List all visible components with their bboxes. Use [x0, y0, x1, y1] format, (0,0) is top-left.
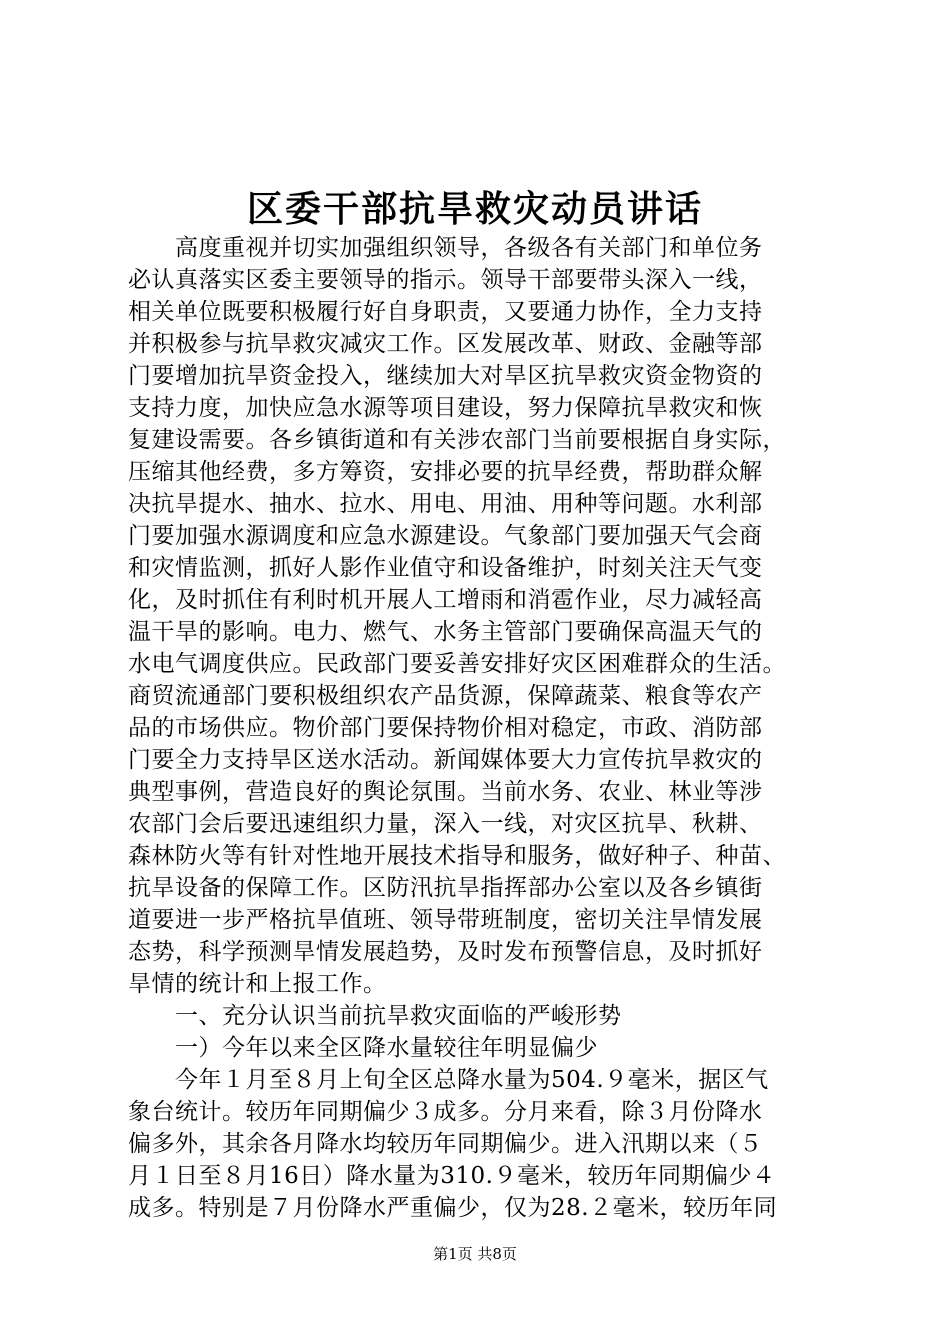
body-line: 决抗旱提水、抽水、拉水、用电、用油、用种等问题。水利部	[128, 491, 763, 517]
body-line: 道要进一步严格抗旱值班、领导带班制度，密切关注旱情发展	[128, 907, 763, 933]
document-title: 区委干部抗旱救灾动员讲话	[246, 188, 703, 230]
body-line: 一、充分认识当前抗旱救灾面临的严峻形势	[128, 1003, 622, 1029]
body-line: 商贸流通部门要积极组织农产品货源，保障蔬菜、粮食等农产	[128, 683, 763, 709]
body-line: 一）今年以来全区降水量较往年明显偏少	[128, 1035, 598, 1061]
body-line: 成多。特别是７月份降水严重偏少，仅为28.２毫米，较历年同	[128, 1195, 778, 1221]
document-body	[128, 232, 828, 1224]
body-line: 门要加强水源调度和应急水源建设。气象部门要加强天气会商	[128, 523, 763, 549]
body-line: 压缩其他经费，多方筹资，安排必要的抗旱经费，帮助群众解	[128, 459, 763, 485]
body-line: 化，及时抓住有利时机开展人工增雨和消雹作业，尽力减轻高	[128, 587, 763, 613]
body-line: 森林防火等有针对性地开展技术指导和服务，做好种子、种苗、	[128, 843, 786, 869]
body-line: 支持力度，加快应急水源等项目建设，努力保障抗旱救灾和恢	[128, 395, 763, 421]
body-line: 旱情的统计和上报工作。	[128, 971, 387, 997]
body-line: 复建设需要。各乡镇街道和有关涉农部门当前要根据自身实际，	[128, 427, 786, 453]
body-line: 月１日至８月16日）降水量为310.９毫米，较历年同期偏少４	[128, 1163, 776, 1189]
body-line: 并积极参与抗旱救灾减灾工作。区发展改革、财政、金融等部	[128, 331, 763, 357]
body-line: 门要全力支持旱区送水活动。新闻媒体要大力宣传抗旱救灾的	[128, 747, 763, 773]
body-line: 必认真落实区委主要领导的指示。领导干部要带头深入一线，	[128, 267, 763, 293]
body-line: 高度重视并切实加强组织领导，各级各有关部门和单位务	[128, 235, 763, 261]
body-line: 象台统计。较历年同期偏少３成多。分月来看，除３月份降水	[128, 1099, 763, 1125]
body-line: 典型事例，营造良好的舆论氛围。当前水务、农业、林业等涉	[128, 779, 763, 805]
page-footer: 第1页 共8页	[433, 1245, 517, 1263]
body-line: 水电气调度供应。民政部门要妥善安排好灾区困难群众的生活。	[128, 651, 786, 677]
body-line: 相关单位既要积极履行好自身职责，又要通力协作，全力支持	[128, 299, 763, 325]
body-line: 和灾情监测，抓好人影作业值守和设备维护，时刻关注天气变	[128, 555, 763, 581]
body-line: 偏多外，其余各月降水均较历年同期偏少。进入汛期以来（５	[128, 1131, 763, 1157]
body-line: 今年１月至８月上旬全区总降水量为504.９毫米，据区气	[128, 1067, 769, 1093]
body-line: 品的市场供应。物价部门要保持物价相对稳定，市政、消防部	[128, 715, 763, 741]
body-line: 态势，科学预测旱情发展趋势，及时发布预警信息，及时抓好	[128, 939, 763, 965]
body-line: 门要增加抗旱资金投入，继续加大对旱区抗旱救灾资金物资的	[128, 363, 763, 389]
body-line: 抗旱设备的保障工作。区防汛抗旱指挥部办公室以及各乡镇街	[128, 875, 763, 901]
body-line: 温干旱的影响。电力、燃气、水务主管部门要确保高温天气的	[128, 619, 763, 645]
body-line: 农部门会后要迅速组织力量，深入一线，对灾区抗旱、秋耕、	[128, 811, 763, 837]
